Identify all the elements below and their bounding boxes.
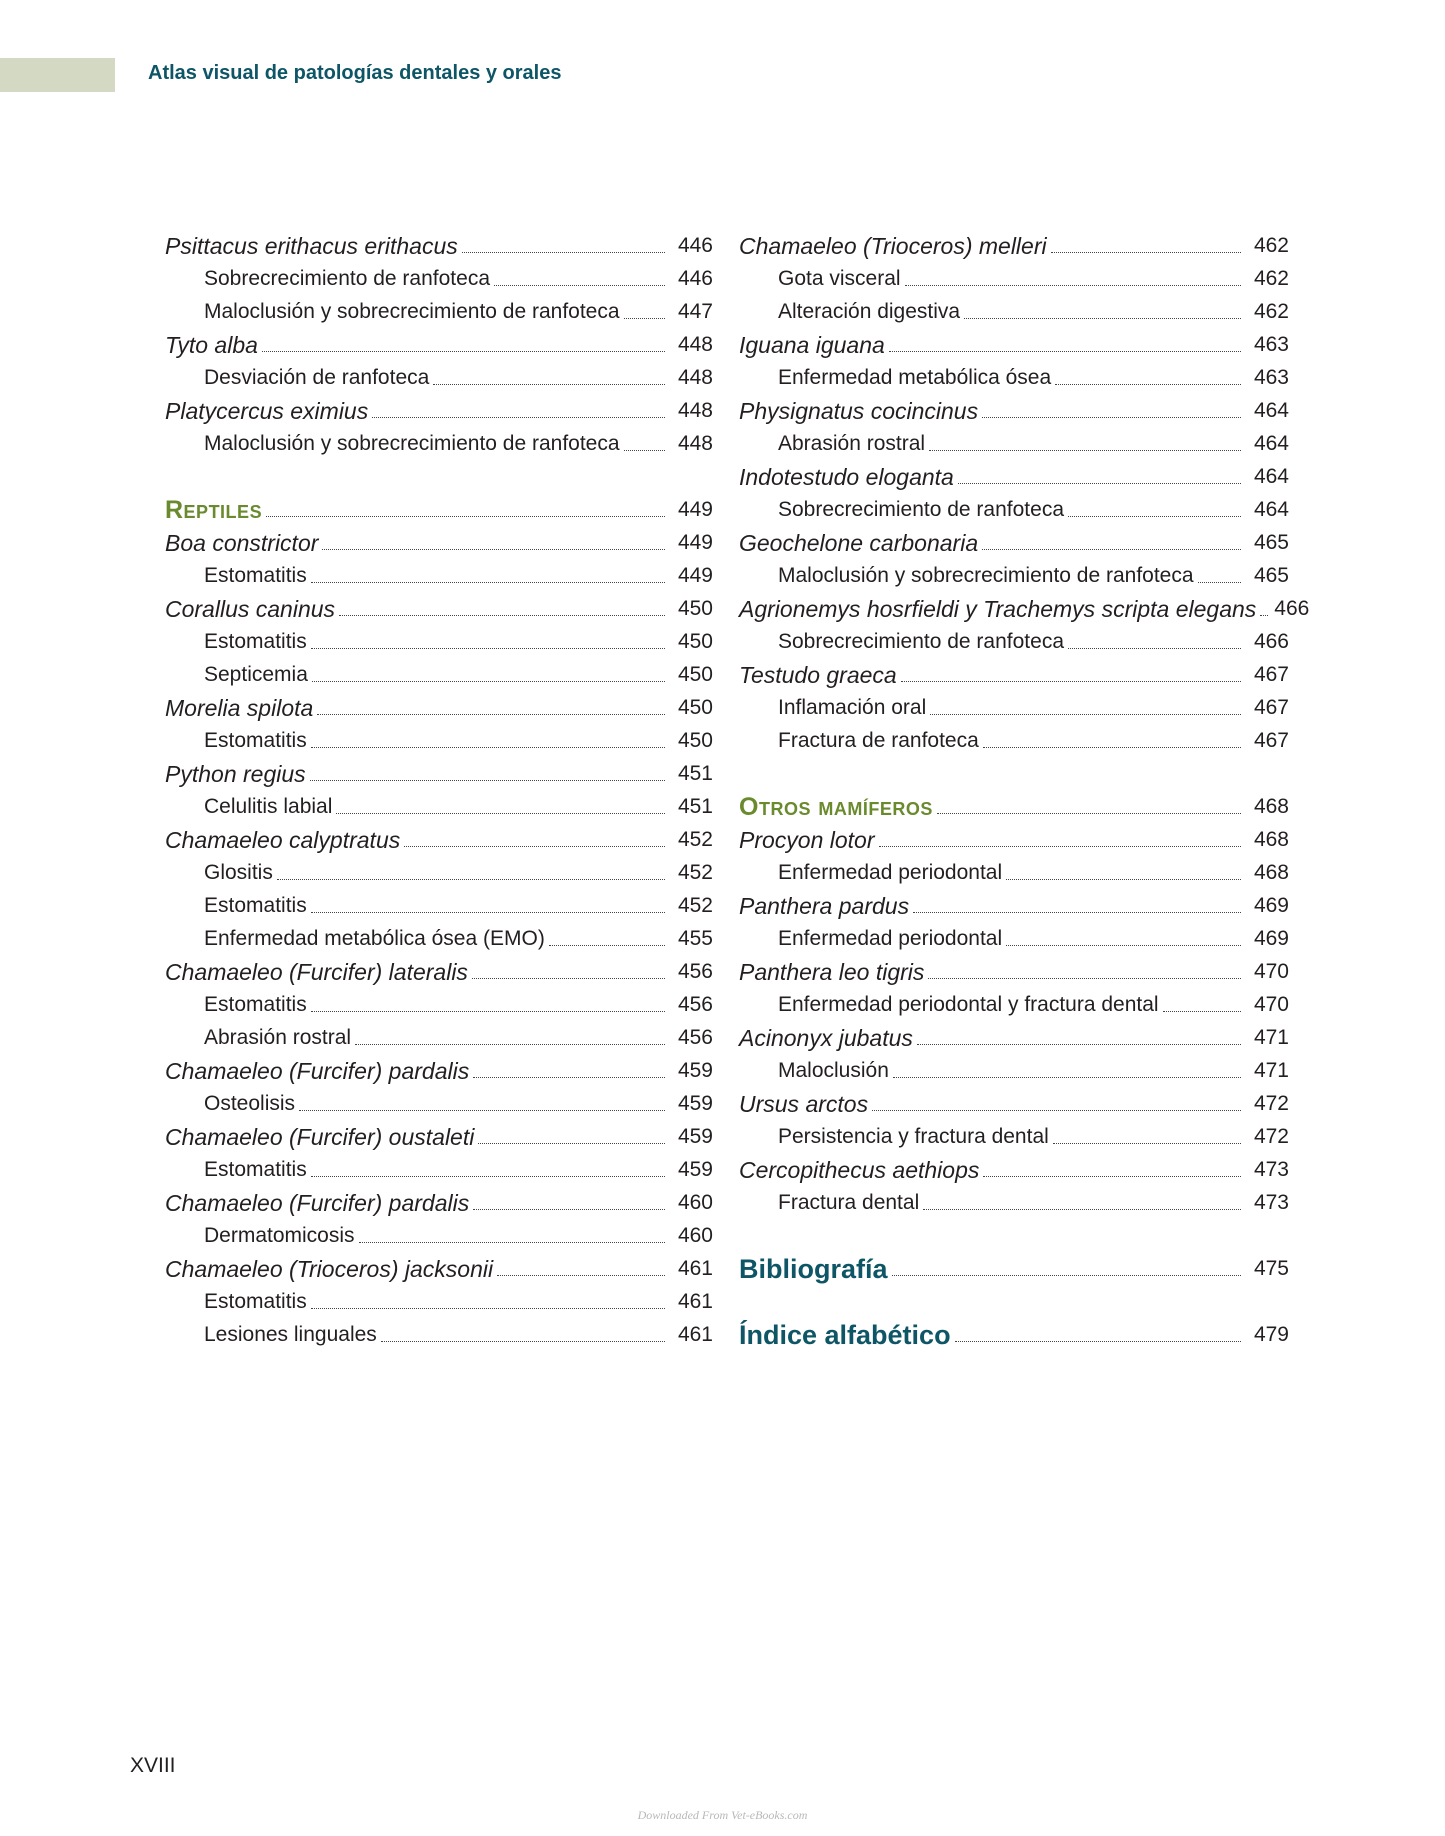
toc-section-heading[interactable] (739, 791, 1289, 824)
dot-leader (905, 285, 1241, 286)
dot-leader (322, 549, 665, 550)
toc-entry-title: Sobrecrecimiento de ranfoteca (778, 498, 1064, 521)
dot-leader (1163, 1011, 1241, 1012)
dot-leader (311, 912, 665, 913)
toc-subentry[interactable] (739, 692, 1289, 725)
toc-page-number: 459 (677, 1059, 713, 1082)
toc-entry-title: Maloclusión y sobrecrecimiento de ranfoteca (204, 432, 620, 455)
toc-subentry[interactable] (739, 494, 1289, 527)
page-folio: XVIII (130, 1754, 176, 1777)
toc-page-number: 472 (1253, 1125, 1289, 1148)
toc-entry-title: Lesiones linguales (204, 1323, 377, 1346)
toc-entry-title: Sobrecrecimiento de ranfoteca (778, 630, 1064, 653)
toc-entry-title: Maloclusión y sobrecrecimiento de ranfoteca (778, 564, 1194, 587)
dot-leader (262, 351, 665, 352)
toc-species-entry[interactable] (165, 758, 713, 791)
toc-entry-title: Geochelone carbonaria (739, 530, 979, 556)
toc-entry-title: Chamaeleo calyptratus (165, 827, 401, 853)
toc-entry-title: Ursus arctos (739, 1091, 869, 1117)
dot-leader (1006, 945, 1241, 946)
toc-page-number: 459 (677, 1125, 713, 1148)
toc-subentry[interactable] (165, 1286, 713, 1319)
toc-page-number: 465 (1253, 564, 1289, 587)
dot-leader (624, 318, 665, 319)
toc-subentry[interactable] (739, 296, 1289, 329)
toc-page-number: 472 (1253, 1092, 1289, 1115)
toc-entry-title: Estomatitis (204, 564, 307, 587)
toc-entry-title: Osteolisis (204, 1092, 296, 1115)
toc-species-entry[interactable] (739, 395, 1289, 428)
toc-page-number: 459 (677, 1158, 713, 1181)
dot-leader (266, 516, 665, 517)
toc-entry-title: Desviación de ranfoteca (204, 366, 430, 389)
toc-page-number: 456 (677, 960, 713, 983)
toc-subentry[interactable] (165, 890, 713, 923)
toc-entry-title: Celulitis labial (204, 795, 333, 818)
toc-subentry[interactable] (165, 1319, 713, 1352)
toc-entry-title: Persistencia y fractura dental (778, 1125, 1049, 1148)
toc-subentry[interactable] (165, 659, 713, 692)
toc-entry-title: Estomatitis (204, 993, 307, 1016)
toc-species-entry[interactable] (739, 593, 1310, 626)
toc-subentry[interactable] (165, 1220, 713, 1253)
dot-leader (549, 945, 665, 946)
toc-spacer (739, 1220, 1289, 1253)
toc-page-number: 450 (677, 597, 713, 620)
toc-entry-title: Estomatitis (204, 894, 307, 917)
toc-species-entry[interactable] (739, 527, 1289, 560)
toc-page-number: 449 (677, 531, 713, 554)
toc-entry-title: Testudo graeca (739, 662, 897, 688)
toc-entry-title: Cercopithecus aethiops (739, 1157, 980, 1183)
toc-column-left (165, 230, 713, 1352)
dot-leader (372, 417, 665, 418)
toc-entry-title: Reptiles (165, 496, 263, 524)
toc-page-number: 468 (1253, 795, 1289, 818)
dot-leader (1006, 879, 1241, 880)
dot-leader (889, 351, 1241, 352)
toc-page-number: 455 (677, 927, 713, 950)
toc-page-number: 464 (1253, 465, 1289, 488)
toc-page-number: 469 (1253, 894, 1289, 917)
toc-page-number: 466 (1274, 597, 1310, 620)
toc-subentry[interactable] (739, 263, 1289, 296)
toc-page-number: 450 (677, 696, 713, 719)
toc-species-entry[interactable] (165, 1121, 713, 1154)
dot-leader (311, 747, 665, 748)
toc-page-number: 464 (1253, 399, 1289, 422)
dot-leader (478, 1143, 665, 1144)
dot-leader (929, 450, 1241, 451)
toc-page-number: 452 (677, 828, 713, 851)
toc-entry-title: Chamaeleo (Furcifer) lateralis (165, 959, 468, 985)
dot-leader (1198, 582, 1241, 583)
toc-entry-title: Procyon lotor (739, 827, 875, 853)
dot-leader (497, 1275, 665, 1276)
toc-page-number: 467 (1253, 696, 1289, 719)
toc-page-number: 466 (1253, 630, 1289, 653)
toc-entry-title: Boa constrictor (165, 530, 319, 556)
toc-chapter-heading[interactable] (739, 1253, 1289, 1286)
toc-page-number: 448 (677, 366, 713, 389)
toc-page-number: 451 (677, 795, 713, 818)
toc-page-number: 463 (1253, 333, 1289, 356)
dot-leader (473, 1077, 665, 1078)
toc-subentry[interactable] (165, 428, 713, 461)
dot-leader (983, 1176, 1241, 1177)
toc-page-number: 467 (1253, 729, 1289, 752)
toc-page-number: 470 (1253, 993, 1289, 1016)
dot-leader (955, 1341, 1241, 1342)
dot-leader (311, 648, 665, 649)
dot-leader (359, 1242, 665, 1243)
toc-entry-title: Tyto alba (165, 332, 258, 358)
toc-entry-title: Acinonyx jubatus (739, 1025, 913, 1051)
toc-spacer (739, 1286, 1289, 1319)
toc-subentry[interactable] (165, 362, 713, 395)
dot-leader (1055, 384, 1241, 385)
toc-entry-title: Enfermedad periodontal y fractura dental (778, 993, 1159, 1016)
dot-leader (958, 483, 1241, 484)
dot-leader (928, 978, 1241, 979)
toc-page-number: 446 (677, 234, 713, 257)
dot-leader (983, 747, 1241, 748)
toc-species-entry[interactable] (165, 1253, 713, 1286)
toc-page-number: 468 (1253, 828, 1289, 851)
toc-species-entry[interactable] (165, 692, 713, 725)
toc-species-entry[interactable] (739, 1154, 1289, 1187)
dot-leader (310, 780, 665, 781)
toc-entry-title: Maloclusión (778, 1059, 889, 1082)
toc-entry-title: Otros mamíferos (739, 793, 933, 821)
toc-entry-title: Fractura de ranfoteca (778, 729, 979, 752)
toc-page-number: 471 (1253, 1059, 1289, 1082)
toc-entry-title: Chamaeleo (Furcifer) pardalis (165, 1058, 470, 1084)
toc-species-entry[interactable] (739, 329, 1289, 362)
toc-entry-title: Physignatus cocincinus (739, 398, 979, 424)
toc-species-entry[interactable] (739, 1088, 1289, 1121)
toc-entry-title: Chamaeleo (Furcifer) pardalis (165, 1190, 470, 1216)
dot-leader (1051, 252, 1241, 253)
dot-leader (879, 846, 1241, 847)
toc-page-number: 460 (677, 1224, 713, 1247)
dot-leader (624, 450, 665, 451)
toc-subentry[interactable] (739, 1055, 1289, 1088)
dot-leader (893, 1077, 1241, 1078)
toc-entry-title: Iguana iguana (739, 332, 885, 358)
dot-leader (872, 1110, 1241, 1111)
toc-entry-title: Fractura dental (778, 1191, 920, 1214)
toc-entry-title: Estomatitis (204, 630, 307, 653)
toc-page-number: 469 (1253, 927, 1289, 950)
toc-subentry[interactable] (165, 263, 713, 296)
toc-subentry[interactable] (165, 725, 713, 758)
toc-page-number: 470 (1253, 960, 1289, 983)
running-header-title: Atlas visual de patologías dentales y orales (148, 62, 562, 84)
dot-leader (339, 615, 665, 616)
toc-entry-title: Alteración digestiva (778, 300, 961, 323)
toc-entry-title: Python regius (165, 761, 306, 787)
toc-entry-title: Enfermedad periodontal (778, 927, 1003, 950)
toc-page-number: 463 (1253, 366, 1289, 389)
toc-species-entry[interactable] (739, 890, 1289, 923)
toc-subentry[interactable] (739, 362, 1289, 395)
dot-leader (299, 1110, 665, 1111)
toc-entry-title: Psittacus erithacus erithacus (165, 233, 458, 259)
toc-page-number: 464 (1253, 432, 1289, 455)
dot-leader (277, 879, 665, 880)
toc-species-entry[interactable] (165, 1187, 713, 1220)
toc-entry-title: Abrasión rostral (778, 432, 926, 455)
toc-species-entry[interactable] (739, 230, 1289, 263)
toc-entry-title: Panthera leo tigris (739, 959, 925, 985)
toc-page-number: 447 (677, 300, 713, 323)
toc-species-entry[interactable] (739, 824, 1289, 857)
dot-leader (1260, 615, 1268, 616)
toc-spacer (165, 461, 713, 494)
dot-leader (311, 1176, 665, 1177)
toc-subentry[interactable] (165, 1154, 713, 1187)
toc-entry-title: Agrionemys hosrfieldi y Trachemys scripta elegans (739, 596, 1257, 622)
toc-subentry[interactable] (165, 857, 713, 890)
dot-leader (317, 714, 665, 715)
toc-entry-title: Morelia spilota (165, 695, 314, 721)
dot-leader (982, 417, 1241, 418)
dot-leader (311, 1308, 665, 1309)
toc-page-number: 461 (677, 1323, 713, 1346)
toc-page-number: 475 (1253, 1257, 1289, 1280)
toc-entry-title: Bibliografía (739, 1254, 888, 1284)
toc-subentry[interactable] (165, 1022, 713, 1055)
toc-subentry[interactable] (739, 923, 1289, 956)
dot-leader (964, 318, 1241, 319)
dot-leader (1068, 516, 1241, 517)
toc-page-number: 450 (677, 663, 713, 686)
toc-page-number: 456 (677, 993, 713, 1016)
toc-page-number: 449 (677, 498, 713, 521)
toc-page-number: 460 (677, 1191, 713, 1214)
toc-page-number: 479 (1253, 1323, 1289, 1346)
toc-species-entry[interactable] (165, 230, 713, 263)
dot-leader (433, 384, 665, 385)
toc-page-number: 452 (677, 894, 713, 917)
toc-entry-title: Panthera pardus (739, 893, 910, 919)
toc-subentry[interactable] (739, 1121, 1289, 1154)
toc-entry-title: Chamaeleo (Trioceros) melleri (739, 233, 1047, 259)
dot-leader (913, 912, 1241, 913)
toc-entry-title: Corallus caninus (165, 596, 336, 622)
toc-page-number: 461 (677, 1257, 713, 1280)
toc-species-entry[interactable] (739, 461, 1289, 494)
toc-entry-title: Sobrecrecimiento de ranfoteca (204, 267, 490, 290)
toc-subentry[interactable] (165, 560, 713, 593)
toc-page-number: 448 (677, 432, 713, 455)
toc-subentry[interactable] (165, 1088, 713, 1121)
toc-page-number: 468 (1253, 861, 1289, 884)
toc-page-number: 473 (1253, 1191, 1289, 1214)
toc-page-number: 462 (1253, 300, 1289, 323)
dot-leader (311, 582, 665, 583)
dot-leader (404, 846, 665, 847)
toc-page-number: 465 (1253, 531, 1289, 554)
toc-entry-title: Índice alfabético (739, 1320, 951, 1350)
dot-leader (892, 1275, 1241, 1276)
toc-subentry[interactable] (165, 296, 713, 329)
toc-spacer (739, 758, 1289, 791)
toc-species-entry[interactable] (165, 824, 713, 857)
toc-page-number: 462 (1253, 267, 1289, 290)
toc-page-number: 471 (1253, 1026, 1289, 1049)
toc-entry-title: Estomatitis (204, 1158, 307, 1181)
toc-page-number: 456 (677, 1026, 713, 1049)
dot-leader (311, 1011, 665, 1012)
toc-page-number: 467 (1253, 663, 1289, 686)
dot-leader (930, 714, 1241, 715)
toc-page-number: 459 (677, 1092, 713, 1115)
toc-species-entry[interactable] (739, 659, 1289, 692)
toc-species-entry[interactable] (165, 329, 713, 362)
download-watermark: Downloaded From Vet-eBooks.com (637, 1808, 808, 1822)
toc-entry-title: Enfermedad periodontal (778, 861, 1003, 884)
toc-page-number: 464 (1253, 498, 1289, 521)
toc-page-number: 461 (677, 1290, 713, 1313)
toc-entry-title: Enfermedad metabólica ósea (778, 366, 1052, 389)
toc-entry-title: Maloclusión y sobrecrecimiento de ranfoteca (204, 300, 620, 323)
dot-leader (355, 1044, 665, 1045)
header-color-bar (0, 58, 115, 92)
dot-leader (336, 813, 665, 814)
toc-page-number: 449 (677, 564, 713, 587)
toc-entry-title: Indotestudo eloganta (739, 464, 954, 490)
toc-entry-title: Abrasión rostral (204, 1026, 352, 1049)
dot-leader (923, 1209, 1241, 1210)
toc-page-number: 451 (677, 762, 713, 785)
toc-column-right (739, 230, 1310, 1352)
toc-entry-title: Dermatomicosis (204, 1224, 355, 1247)
dot-leader (901, 681, 1241, 682)
toc-subentry[interactable] (739, 989, 1289, 1022)
dot-leader (462, 252, 665, 253)
dot-leader (982, 549, 1241, 550)
toc-subentry[interactable] (165, 626, 713, 659)
toc-page-number: 462 (1253, 234, 1289, 257)
toc-subentry[interactable] (165, 989, 713, 1022)
toc-species-entry[interactable] (165, 1055, 713, 1088)
dot-leader (937, 813, 1241, 814)
toc-page-number: 448 (677, 399, 713, 422)
toc-subentry[interactable] (739, 560, 1289, 593)
toc-entry-title: Enfermedad metabólica ósea (EMO) (204, 927, 545, 950)
toc-entry-title: Chamaeleo (Furcifer) oustaleti (165, 1124, 475, 1150)
toc-entry-title: Chamaeleo (Trioceros) jacksonii (165, 1256, 494, 1282)
toc-subentry[interactable] (739, 428, 1289, 461)
toc-page-number: 450 (677, 630, 713, 653)
toc-entry-title: Septicemia (204, 663, 308, 686)
toc-subentry[interactable] (165, 791, 713, 824)
toc-subentry[interactable] (739, 857, 1289, 890)
toc-page-number: 446 (677, 267, 713, 290)
dot-leader (472, 978, 665, 979)
toc-subentry[interactable] (165, 923, 713, 956)
toc-entry-title: Inflamación oral (778, 696, 927, 719)
toc-species-entry[interactable] (739, 956, 1289, 989)
dot-leader (1068, 648, 1241, 649)
toc-page-number: 450 (677, 729, 713, 752)
toc-section-heading[interactable] (165, 494, 713, 527)
toc-species-entry[interactable] (165, 395, 713, 428)
toc-entry-title: Gota visceral (778, 267, 901, 290)
toc-page-number: 452 (677, 861, 713, 884)
dot-leader (381, 1341, 665, 1342)
toc-chapter-heading[interactable] (739, 1319, 1289, 1352)
toc-subentry[interactable] (739, 626, 1289, 659)
dot-leader (473, 1209, 665, 1210)
toc-species-entry[interactable] (165, 593, 713, 626)
dot-leader (312, 681, 665, 682)
toc-subentry[interactable] (739, 1187, 1289, 1220)
toc-entry-title: Platycercus eximius (165, 398, 369, 424)
dot-leader (917, 1044, 1241, 1045)
dot-leader (1053, 1143, 1241, 1144)
dot-leader (494, 285, 665, 286)
toc-entry-title: Glositis (204, 861, 273, 884)
toc-entry-title: Estomatitis (204, 729, 307, 752)
toc-page-number: 448 (677, 333, 713, 356)
toc-species-entry[interactable] (739, 1022, 1289, 1055)
toc-subentry[interactable] (739, 725, 1289, 758)
toc-entry-title: Estomatitis (204, 1290, 307, 1313)
toc-page-number: 473 (1253, 1158, 1289, 1181)
toc-species-entry[interactable] (165, 527, 713, 560)
toc-species-entry[interactable] (165, 956, 713, 989)
